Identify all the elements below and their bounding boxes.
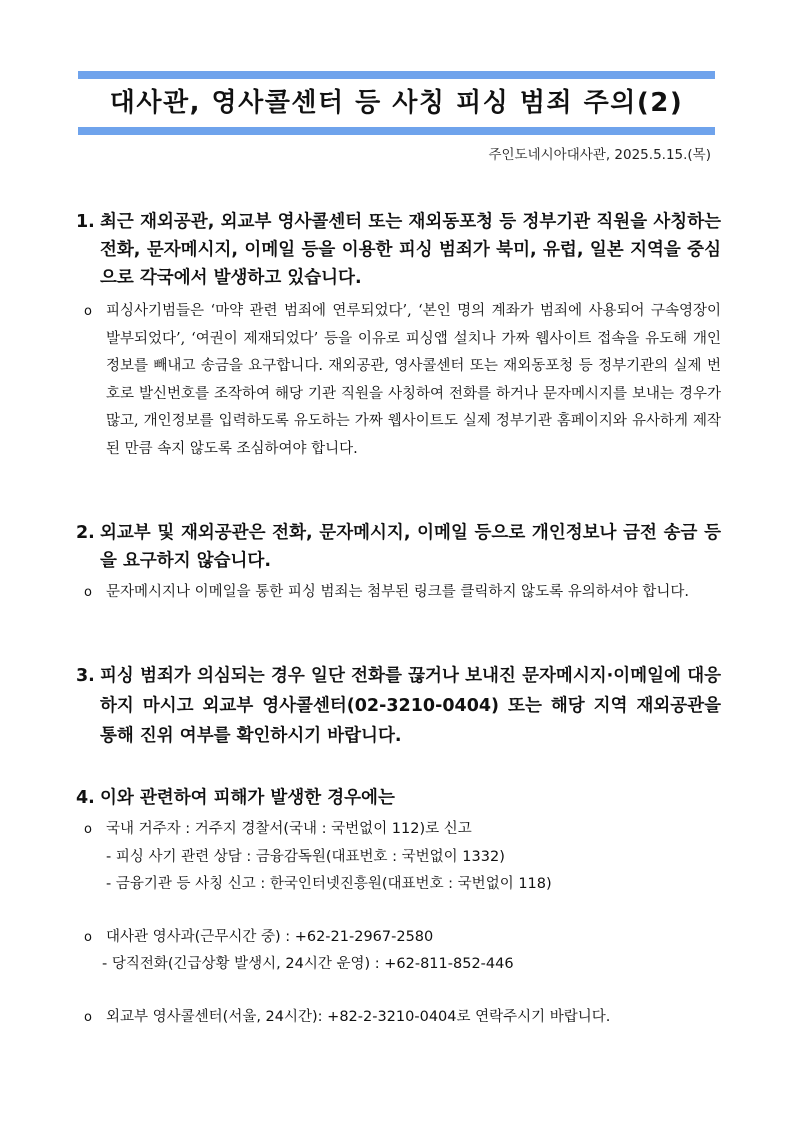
section-number: 2. (76, 523, 95, 543)
embassy-consular-text: 대사관 영사과(근무시간 중) : +62-21-2967-2580 (106, 928, 434, 945)
domestic-report-item (84, 816, 721, 844)
section-4-title: 이와 관련하여 피해가 발생한 경우에는 (100, 788, 395, 808)
emergency-phone-line: - 당직전화(긴급상황 발생시, 24시간 운영) : +62-811-852-446 (102, 956, 514, 972)
page-title: 대사관, 영사콜센터 등 사칭 피싱 범죄 주의(2) (109, 88, 684, 118)
section-2-title: 외교부 및 재외공관은 전화, 문자메시지, 이메일 등으로 개인정보나 금전 송금 등을 요구하지 않습니다. (100, 523, 721, 571)
bullet-marker: o (84, 1010, 92, 1025)
domestic-report-text: 국내 거주자 : 거주지 경찰서(국내 : 국번없이 112)로 신고 (106, 821, 472, 837)
section-1-bullet (84, 298, 721, 463)
bullet-marker: o (84, 585, 92, 600)
call-center-item (84, 1004, 721, 1032)
section-number: 3. (76, 666, 95, 686)
call-center-text: 외교부 영사콜센터(서울, 24시간): +82-2-3210-0404로 연락주시기 바랍니다. (106, 1009, 611, 1025)
section-3-title: 피싱 범죄가 의심되는 경우 일단 전화를 끊거나 보내진 문자메시지·이메일에 대응하지 마시고 외교부 영사콜센터(02-3210-0404) 또는 해당 지역 재외공관을 통해 진위 여부를 확인하시기 바랍니다. (100, 666, 721, 746)
title-rule-top (78, 71, 715, 79)
section-2-bullet-text: 문자메시지나 이메일을 통한 피싱 범죄는 첨부된 링크를 클릭하지 않도록 유의하셔야 합니다. (106, 584, 689, 600)
embassy-consular-item (84, 924, 721, 952)
section-1-heading (76, 208, 721, 292)
section-number: 4. (76, 788, 95, 808)
section-2-bullet (84, 579, 721, 607)
section-1-title: 최근 재외공관, 외교부 영사콜센터 또는 재외동포청 등 정부기관 직원을 사칭하는 전화, 문자메시지, 이메일 등을 이용한 피싱 범죄가 북미, 유럽, 일본 지역을 중심으로 각국에서 발생하고 있습니다. (100, 212, 721, 288)
kisa-report-line: - 금융기관 등 사칭 신고 : 한국인터넷진흥원(대표번호 : 국번없이 118) (106, 875, 552, 892)
section-1-bullet-text: 피싱사기범들은 ‘마약 관련 범죄에 연루되었다’, ‘본인 명의 계좌가 범죄에 사용되어 구속영장이 발부되었다’, ‘여권이 제재되었다’ 등을 이유로 피싱앱 설치나 가짜 웹사이트 접속을 유도해 개인정보를 빼내고 송금을 요구합니다. 재외공관, 영사콜센터 또는 재외동포청 등 정부기관의 실제 번호로 발신번호를 조작하여 해당 기관 직원을 사칭하여 전화를 하거나 문자메시지를 보내는 경우가 많고, 개인정보를 입력하도록 유도하는 가짜 웹사이트도 실제 정부기관 홈페이지와 유사하게 제작된 만큼 속지 않도록 조심하여야 합니다. (106, 303, 721, 457)
section-4 (76, 784, 721, 1032)
fss-consult-line: - 피싱 사기 관련 상담 : 금융감독원(대표번호 : 국번없이 1332) (106, 848, 505, 865)
issuer-date: 주인도네시아대사관, 2025.5.15.(목) (488, 147, 711, 163)
section-3-heading (76, 661, 721, 751)
bullet-marker: o (84, 929, 92, 945)
bullet-marker: o (84, 822, 92, 837)
section-3 (76, 661, 721, 751)
section-2-heading (76, 519, 721, 575)
bullet-marker: o (84, 304, 92, 319)
section-4-heading (76, 784, 721, 812)
section-1 (76, 208, 721, 463)
section-2 (76, 519, 721, 607)
section-number: 1. (76, 212, 95, 232)
title-rule-bottom (78, 127, 715, 135)
